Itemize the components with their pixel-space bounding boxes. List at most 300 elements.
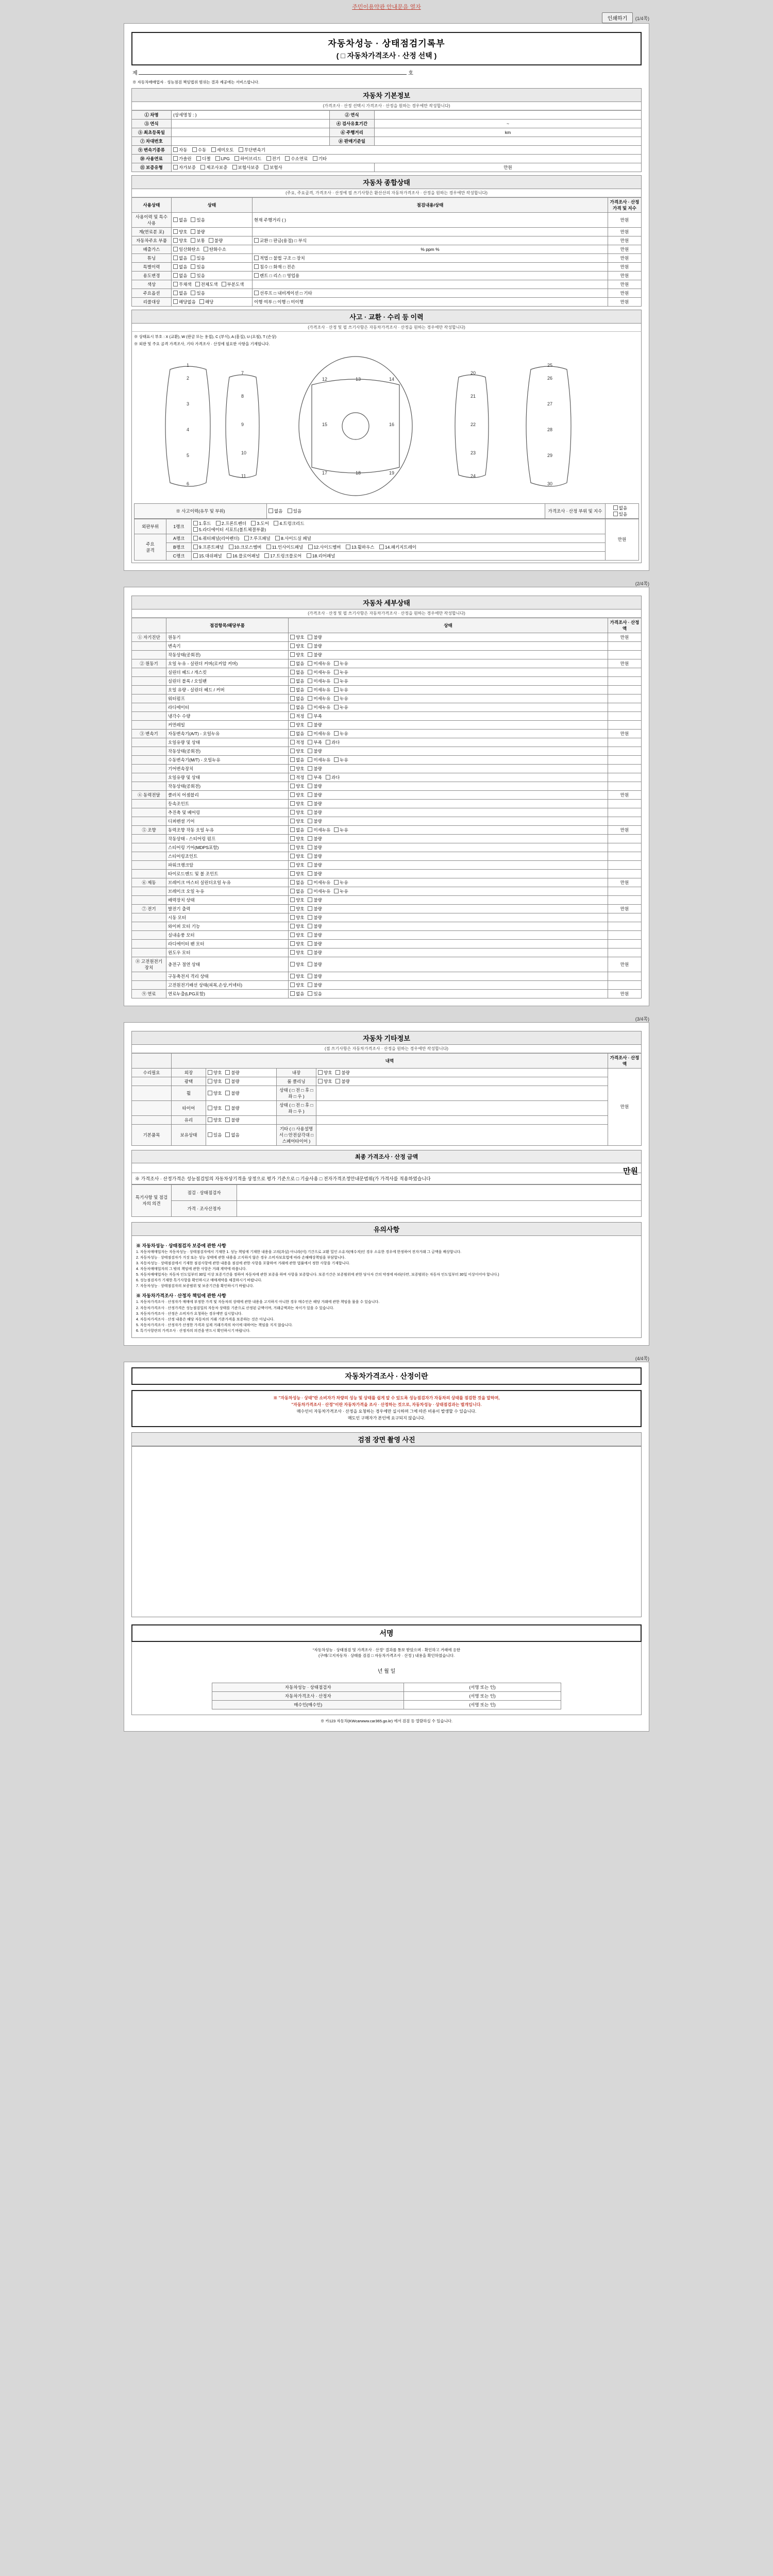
detail-amount[interactable] (608, 755, 642, 764)
detail-amount[interactable] (608, 799, 642, 808)
detail-options[interactable] (289, 878, 608, 887)
detail-options[interactable] (289, 887, 608, 895)
option-label: 양호 (296, 818, 305, 824)
remarks-row-label: 점검 · 상태점검자 (172, 1184, 237, 1200)
row-detail[interactable]: % ppm % (253, 245, 608, 254)
car-diagram-svg[interactable] (134, 349, 639, 503)
page-1 (124, 23, 649, 571)
table-row (132, 720, 642, 729)
row-amount[interactable]: 만원 (608, 228, 642, 236)
table-row (132, 817, 642, 825)
table-row (132, 957, 642, 972)
etc-group (132, 1115, 172, 1124)
detail-amount[interactable] (608, 703, 642, 711)
row-options[interactable] (172, 236, 253, 245)
row-value[interactable] (172, 137, 330, 146)
table-row (132, 729, 642, 738)
option-label: 있음 (196, 264, 205, 269)
detail-amount[interactable] (608, 650, 642, 659)
detail-options[interactable] (289, 694, 608, 703)
row-options[interactable] (172, 245, 253, 254)
signature-label: 매수인(매수인) (212, 1700, 404, 1709)
accident-diagram-box (131, 332, 642, 563)
detail-subitem: 자동변속기(A/T) - 오일누유 (166, 729, 289, 738)
detail-amount[interactable] (608, 913, 642, 922)
detail-amount[interactable] (608, 764, 642, 773)
notice-heading: ※ 자동차성능 · 상태점검자 보증에 관한 사항 (136, 1243, 226, 1248)
option-label: 없음 (179, 273, 188, 278)
detail-amount[interactable] (608, 939, 642, 948)
row-label: ⑧ 판매기준일 (330, 137, 375, 146)
signature-value[interactable]: (서명 또는 인) (404, 1683, 561, 1691)
row-amount[interactable]: 만원 (608, 289, 642, 298)
row-amount[interactable]: 만원 (608, 280, 642, 289)
detail-options[interactable] (289, 799, 608, 808)
notice-item: 2. 자동차가격조사 · 산정가격은 성능점검일의 자동차 상태를 기준으로 산정된 금액이며, 거래금액과는 차이가 있을 수 있습니다. (136, 1306, 334, 1310)
row-amount[interactable]: 만원 (608, 272, 642, 280)
row-options[interactable] (172, 155, 642, 163)
detail-group (132, 887, 166, 895)
row-value[interactable]: ~ (375, 120, 642, 128)
detail-options[interactable] (289, 913, 608, 922)
etc-options-2[interactable] (316, 1115, 608, 1124)
table-row (132, 972, 642, 980)
option-label: 부족 (313, 774, 322, 780)
option-label: 8.사이드실 패널 (281, 535, 311, 541)
etc-options-2[interactable] (316, 1077, 608, 1086)
parts-options[interactable] (192, 534, 606, 543)
detail-group: ⑤ 조향 (132, 825, 166, 834)
detail-amount[interactable] (608, 668, 642, 676)
page-3 (124, 1022, 649, 1346)
row-options[interactable] (172, 213, 253, 228)
detail-options[interactable] (289, 711, 608, 720)
detail-options[interactable] (289, 957, 608, 972)
detail-amount[interactable] (608, 782, 642, 790)
detail-subitem: 작동상태(공회전) (166, 782, 289, 790)
option-label: 6.쿼터패널(리어펜더) (199, 535, 240, 541)
option-label: 보험사보증 (238, 165, 259, 170)
row-value[interactable] (172, 128, 330, 137)
detail-subitem: 스티어링 기어(MDPS포함) (166, 843, 289, 852)
option-label: 양호 (296, 643, 305, 649)
option-label: 불량 (313, 853, 322, 859)
row-value[interactable]: 만원 (375, 163, 642, 172)
detail-options[interactable] (289, 685, 608, 694)
rank-label: C랭크 (166, 551, 192, 560)
row-options[interactable] (267, 503, 545, 518)
detail-options[interactable] (289, 939, 608, 948)
row-detail[interactable] (253, 289, 608, 298)
accident-check-table (134, 503, 639, 519)
detail-options[interactable] (289, 843, 608, 852)
detail-options[interactable] (289, 720, 608, 729)
detail-subitem: 원동기 (166, 633, 289, 641)
detail-options[interactable] (289, 755, 608, 764)
warn-line-3: 매수인이 자동차가격조사 · 산정을 요청하는 경우에만 실시하며 그에 따른 비용이 발생할 수 있습니다. (296, 1409, 477, 1414)
notice-item: 1. 자동차가격조사 · 산정자가 매매에 부정한 가격 및 자동차의 상태에 관한 내용을 고지하지 아니한 경우 매수인은 해당 거래에 관한 책임을 물을 수 있습니다. (136, 1300, 380, 1304)
detail-subitem: 커먼레일 (166, 720, 289, 729)
option-label: 불량 (313, 871, 322, 876)
detail-label: 침수 □ 화재 □ 전손 (260, 264, 295, 269)
etc-options-2[interactable] (316, 1100, 608, 1115)
detail-amount[interactable] (608, 887, 642, 895)
option-label: 없음 (274, 508, 283, 514)
row-label: ⑨ 변속기종류 (132, 146, 172, 155)
detail-amount[interactable]: 만원 (608, 878, 642, 887)
detail-subitem: 실내송풍 모터 (166, 930, 289, 939)
option-label: 있음 (196, 217, 205, 223)
detail-options[interactable] (289, 790, 608, 799)
row-options[interactable] (172, 263, 253, 272)
notice-item: 6. 특기사항란의 가격조사 · 산정자의 의견을 반드시 확인하시기 바랍니다. (136, 1329, 250, 1333)
row-options[interactable] (172, 228, 253, 236)
option-label: 불량 (341, 1078, 350, 1084)
etc-options[interactable] (206, 1086, 277, 1100)
row-options[interactable] (606, 503, 639, 518)
option-label: 양호 (296, 862, 305, 868)
detail-options[interactable] (289, 904, 608, 913)
signature-label: 자동차가격조사 · 산정자 (212, 1691, 404, 1700)
detail-amount[interactable] (608, 930, 642, 939)
option-label: 누유 (340, 704, 348, 710)
detail-amount[interactable] (608, 869, 642, 878)
option-label: 누유 (340, 888, 348, 894)
svg-text:6: 6 (187, 481, 190, 486)
row-detail[interactable] (253, 236, 608, 245)
option-label: 양호 (324, 1078, 332, 1084)
detail-options[interactable] (289, 773, 608, 782)
detail-amount[interactable] (608, 738, 642, 747)
detail-options[interactable] (289, 641, 608, 650)
detail-amount[interactable] (608, 852, 642, 860)
detail-amount[interactable] (608, 747, 642, 755)
detail-amount[interactable]: 만원 (608, 904, 642, 913)
notice-item: 6. 성능점검자가 기재한 특기사항을 확인하시고 매매계약을 체결하시기 바랍니다. (136, 1279, 262, 1283)
svg-text:23: 23 (470, 450, 476, 455)
etc-options[interactable] (206, 1124, 277, 1145)
detail-group (132, 685, 166, 694)
etc-subitem-2: 기타 ( □ 사용설명서 □ 안전삼각대 □ 스페어타이어 ) (277, 1124, 316, 1145)
table-row (132, 676, 642, 685)
option-label: 불량 (231, 1078, 240, 1084)
detail-amount[interactable]: 만원 (608, 825, 642, 834)
option-label: 전기 (272, 156, 281, 161)
table-row (132, 869, 642, 878)
detail-options[interactable] (289, 668, 608, 676)
detail-amount[interactable] (608, 843, 642, 852)
notice-link[interactable]: 주민이용약관 안내문을 열자 (352, 4, 421, 10)
option-label: 양호 (296, 652, 305, 657)
option-label: 양호 (296, 766, 305, 771)
detail-subitem: 오일유량 및 상태 (166, 738, 289, 747)
detail-amount[interactable] (608, 676, 642, 685)
row-value[interactable]: km (375, 128, 642, 137)
detail-group (132, 930, 166, 939)
detail-subitem: 고전원전기배선 상태(피복,손상,커넥터) (166, 980, 289, 989)
option-label: 양호 (179, 229, 188, 234)
row-detail[interactable] (253, 272, 608, 280)
row-amount[interactable]: 만원 (608, 236, 642, 245)
table-row (132, 694, 642, 703)
table-row (132, 799, 642, 808)
option-label: 양호 (296, 941, 305, 946)
option-label: 양호 (213, 1105, 222, 1111)
detail-amount[interactable] (608, 980, 642, 989)
detail-subitem: 윈도우 모터 (166, 948, 289, 957)
detail-options[interactable] (289, 817, 608, 825)
option-label: 불량 (313, 982, 322, 988)
parts-options[interactable] (192, 551, 606, 560)
option-label: 제조사보증 (206, 165, 228, 170)
detail-amount[interactable]: 만원 (608, 633, 642, 641)
detail-amount[interactable]: 만원 (608, 659, 642, 668)
row-options[interactable] (172, 280, 253, 289)
detail-amount[interactable]: 만원 (608, 989, 642, 998)
detail-amount[interactable] (608, 895, 642, 904)
row-options[interactable] (172, 298, 253, 307)
detail-options[interactable] (289, 869, 608, 878)
row-options[interactable] (172, 254, 253, 263)
row-label: 사용이력 및 특수사용 (132, 213, 172, 228)
section-note-overall: (주요, 주요골격, 가격조사 · 산정에 필 쓰기사항은 환산산의 자동차가격조사 · 산정을 원하는 경우에만 작성합니다) (131, 189, 642, 197)
col-header: 사용상태 (132, 198, 172, 213)
notice-item: 3. 자동차성능 · 상태점검에서 기재한 점검사항에 관한 내용을 점검에 관한 사항을 포함하여 거래에 관한 법률에서 정한 사항을 기재합니다. (136, 1261, 350, 1265)
etc-amount[interactable]: 만원 (608, 1068, 642, 1145)
row-value[interactable] (375, 111, 642, 120)
table-row (132, 904, 642, 913)
final-amount-row[interactable] (131, 1163, 642, 1176)
detail-options[interactable] (289, 922, 608, 930)
detail-group (132, 843, 166, 852)
option-label: 양호 (296, 634, 305, 640)
option-label: 양호 (213, 1117, 222, 1123)
page-label-3: (3/4쪽) (635, 1016, 649, 1022)
detail-options[interactable] (289, 852, 608, 860)
option-label: 양호 (296, 932, 305, 938)
detail-subitem: 작동상태(공회전) (166, 747, 289, 755)
detail-amount[interactable] (608, 694, 642, 703)
detail-group: ④ 동력전달 (132, 790, 166, 799)
row-options[interactable] (172, 163, 375, 172)
detail-options[interactable] (289, 980, 608, 989)
row-label: ⑥ 주행거리 (330, 128, 375, 137)
table-basic-info (131, 110, 642, 172)
signature-value[interactable]: (서명 또는 인) (404, 1691, 561, 1700)
detail-amount[interactable] (608, 773, 642, 782)
row-amount[interactable]: 만원 (608, 254, 642, 263)
option-label: 5.라디에이터 서포트(볼트체결부품) (199, 527, 266, 532)
detail-options[interactable] (289, 764, 608, 773)
row-value[interactable] (375, 137, 642, 146)
option-label: 적정 (296, 774, 305, 780)
detail-amount[interactable] (608, 641, 642, 650)
option-label: 하이브리드 (240, 156, 262, 161)
svg-text:30: 30 (547, 481, 553, 486)
detail-label: 렌트 □ 리스 □ 영업용 (260, 273, 300, 278)
detail-options[interactable] (289, 972, 608, 980)
detail-amount[interactable] (608, 834, 642, 843)
detail-options[interactable] (289, 747, 608, 755)
svg-text:17: 17 (322, 470, 328, 476)
signature-value[interactable]: (서명 또는 인) (404, 1700, 561, 1709)
detail-amount[interactable]: 만원 (608, 790, 642, 799)
detail-options[interactable] (289, 808, 608, 817)
option-label: 17.트렁크플로어 (270, 553, 302, 558)
option-label: 무채색 (179, 282, 192, 287)
detail-options[interactable] (289, 948, 608, 957)
signature-row (212, 1700, 561, 1709)
detail-amount[interactable]: 만원 (608, 729, 642, 738)
table-row (132, 948, 642, 957)
detail-amount[interactable]: 만원 (608, 957, 642, 972)
etc-options[interactable] (206, 1100, 277, 1115)
option-label: 양호 (296, 748, 305, 754)
detail-options[interactable] (289, 895, 608, 904)
accident-amount[interactable]: 만원 (606, 519, 639, 560)
option-label: 누유 (340, 696, 348, 701)
parts-options[interactable] (192, 543, 606, 551)
option-label: 무단변속기 (244, 147, 265, 152)
row-amount[interactable]: 만원 (608, 213, 642, 228)
detail-options[interactable] (289, 659, 608, 668)
group-label: 주요 골격 (135, 534, 166, 560)
svg-text:20: 20 (470, 370, 476, 376)
detail-amount[interactable] (608, 948, 642, 957)
etc-subitem: 유리 (172, 1115, 206, 1124)
photo-area[interactable] (131, 1446, 642, 1617)
etc-options[interactable] (206, 1115, 277, 1124)
section-title-detail: 자동차 세부상태 (131, 596, 642, 609)
row-detail[interactable] (253, 280, 608, 289)
row-detail[interactable] (253, 254, 608, 263)
detail-options[interactable] (289, 825, 608, 834)
parts-options[interactable] (192, 519, 606, 534)
col-header: 가격조사 · 산정가격 및 지수 (608, 198, 642, 213)
svg-text:16: 16 (389, 421, 395, 427)
detail-options[interactable] (289, 729, 608, 738)
row-options[interactable] (172, 272, 253, 280)
detail-options[interactable] (289, 834, 608, 843)
table-row (132, 782, 642, 790)
etc-options-2[interactable] (316, 1124, 608, 1145)
detail-amount[interactable] (608, 860, 642, 869)
detail-amount[interactable] (608, 711, 642, 720)
row-value[interactable] (172, 120, 330, 128)
option-label: 양호 (296, 809, 305, 815)
option-label: 누유 (340, 757, 348, 762)
option-label: 과다 (331, 739, 340, 745)
warn-line-2: "자동차가격조사 · 산정"이란 자동차가격을 조사 · 산정하는 것으로, 자동차성능 · 상태점검과는 별개입니다. (291, 1402, 482, 1408)
car-diagram[interactable] (134, 349, 639, 503)
table-row (132, 641, 642, 650)
detail-options[interactable] (289, 860, 608, 869)
final-amount-value[interactable]: 만원 (623, 1166, 638, 1176)
table-row (132, 852, 642, 860)
section-title-overall: 자동차 종합상태 (131, 175, 642, 189)
table-row (132, 887, 642, 895)
detail-amount[interactable] (608, 817, 642, 825)
table-row (132, 895, 642, 904)
detail-options[interactable] (289, 782, 608, 790)
row-value[interactable]: (상세명칭 : ) (172, 111, 330, 120)
option-label: 기타 (318, 156, 327, 161)
row-amount[interactable]: 만원 (608, 263, 642, 272)
detail-options[interactable] (289, 930, 608, 939)
etc-options[interactable] (206, 1077, 277, 1086)
detail-options[interactable] (289, 676, 608, 685)
etc-options[interactable] (206, 1068, 277, 1077)
col-header: 가격조사 · 산정액 (608, 618, 642, 633)
page-label-4: (4/4쪽) (635, 1356, 649, 1362)
row-amount[interactable]: 만원 (608, 245, 642, 254)
etc-options-2[interactable] (316, 1068, 608, 1077)
detail-options[interactable] (289, 650, 608, 659)
rank-label: B랭크 (166, 543, 192, 551)
row-label: 배출가스 (132, 245, 172, 254)
col-header: 가격조사 · 산정액 (608, 1053, 642, 1068)
price-survey-warning (131, 1390, 642, 1427)
detail-amount[interactable] (608, 685, 642, 694)
row-detail[interactable] (253, 228, 608, 236)
svg-text:5: 5 (187, 452, 190, 458)
row-label: ① 차명 (132, 111, 172, 120)
row-options[interactable] (172, 289, 253, 298)
svg-text:7: 7 (241, 370, 244, 376)
option-label: 없음 (179, 264, 188, 269)
detail-label: 교환 □ 판금(용접) □ 부식 (260, 238, 307, 243)
svg-text:3: 3 (187, 401, 190, 406)
option-label: 불량 (196, 229, 205, 234)
detail-amount[interactable] (608, 808, 642, 817)
svg-text:2: 2 (187, 375, 190, 381)
option-label: 양호 (296, 783, 305, 789)
table-row (132, 790, 642, 799)
sign-date-line[interactable]: 년 월 일 (377, 1668, 396, 1674)
row-amount[interactable]: 만원 (608, 298, 642, 307)
remarks-row-value[interactable] (237, 1184, 642, 1200)
detail-amount[interactable] (608, 972, 642, 980)
footer-note: ※ 카123 자동차(KWcarwww.car365.go.kr) 에서 검검 등 열람하실 수 있습니다. (320, 1718, 453, 1723)
notice-item: 2. 자동차성능 · 상태점검자가 거짓 또는 성능 상태에 관한 내용을 고지하지 않은 경우 소비자보호법에 따라 손해배상책임을 부담합니다. (136, 1256, 346, 1260)
svg-text:22: 22 (470, 421, 476, 427)
detail-subitem: 추진축 및 베어링 (166, 808, 289, 817)
etc-options-2[interactable] (316, 1086, 608, 1100)
detail-amount[interactable] (608, 922, 642, 930)
option-label: 양호 (296, 973, 305, 979)
detail-subitem: 오일 유량 - 실린더 헤드 / 커버 (166, 685, 289, 694)
section-note-etc: (점 쓰기사항은 자동차가격조사 · 산정을 원하는 경우에만 작성합니다) (131, 1045, 642, 1053)
row-options[interactable] (172, 146, 642, 155)
detail-options[interactable] (289, 633, 608, 641)
remarks-row-value[interactable] (237, 1200, 642, 1216)
detail-amount[interactable] (608, 720, 642, 729)
option-label: 부족 (313, 739, 322, 745)
option-label: 불량 (313, 973, 322, 979)
detail-options[interactable] (289, 738, 608, 747)
doc-intro-text: ※ 자동차매매업자 · 성능점검 책임법위 범위는 결과 제공에는 서비스합니다. (132, 80, 260, 84)
option-label: 누유 (340, 687, 348, 692)
notice-title: 유의사항 (131, 1222, 642, 1236)
detail-options[interactable] (289, 989, 608, 998)
detail-options[interactable] (289, 703, 608, 711)
print-button[interactable]: 인쇄하기 (602, 12, 633, 23)
row-detail[interactable]: 현재 주행거리 ( ) (253, 213, 608, 228)
row-detail[interactable] (253, 263, 608, 272)
row-detail[interactable]: 이행 여부 □ 이행 □ 미이행 (253, 298, 608, 307)
table-overall-state (131, 197, 642, 307)
table-detail-state (131, 618, 642, 998)
